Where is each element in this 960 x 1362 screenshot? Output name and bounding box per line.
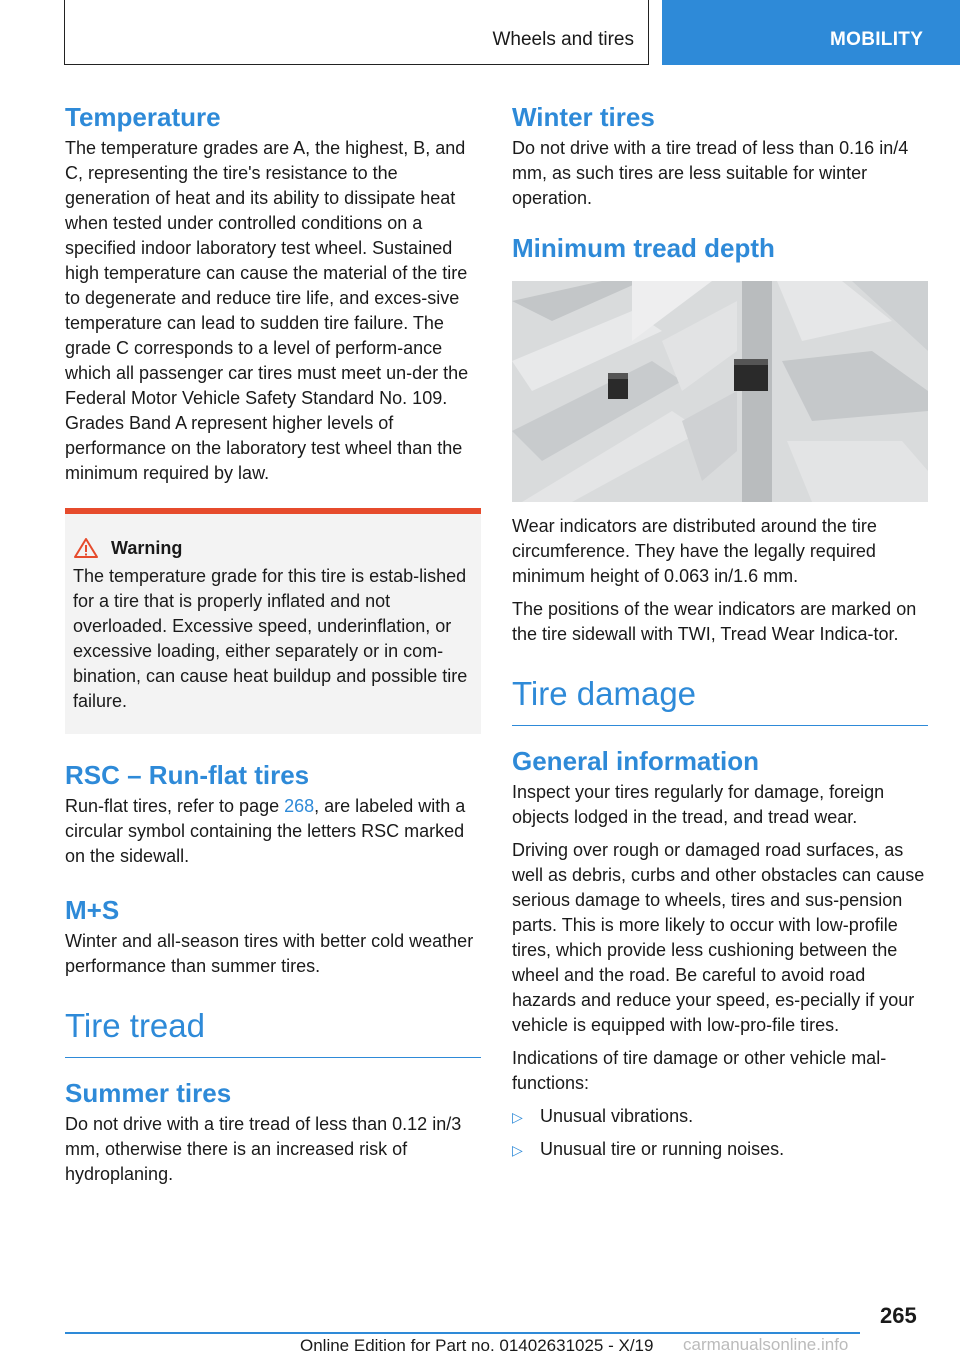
- damage-indications-list: [512, 1104, 928, 1163]
- page-link-268[interactable]: 268: [284, 796, 315, 816]
- rsc-heading: RSC – Run-flat tires: [65, 760, 310, 790]
- warning-title-row: [73, 536, 473, 560]
- rsc-body-before: Run-flat tires, refer to page: [65, 796, 285, 816]
- min-depth-p2: The positions of the wear indicators are marked on the tire sidewall with TWI, Tread Wear Indica-tor.: [512, 599, 917, 644]
- warning-title: Warning: [111, 538, 183, 558]
- header-chapter-tab: [662, 0, 960, 65]
- warning-body: The temperature grade for this tire is estab-lished for a tire that is properly inflated and not overloaded. Excessive speed, underinflation, or excessive loading, either separately or in com-bination, can cause heat buildup and possible tire failure.: [73, 566, 468, 711]
- list-item-text: Unusual vibrations.: [540, 1106, 694, 1126]
- ms-body: Winter and all-season tires with better cold weather performance than summer tires.: [65, 931, 474, 976]
- list-item: [512, 1137, 928, 1163]
- list-item: [512, 1104, 928, 1130]
- triangle-bullet-icon: ▷: [512, 1109, 523, 1125]
- page-number: 265: [880, 1303, 917, 1328]
- general-info-heading: General information: [512, 746, 760, 776]
- general-p3: Indications of tire damage or other vehicle mal-functions:: [512, 1048, 887, 1093]
- winter-body: Do not drive with a tire tread of less than 0.16 in/4 mm, as such tires are less suitable for winter operation.: [512, 138, 909, 208]
- footer-watermark: carmanualsonline.info: [683, 1335, 849, 1354]
- winter-heading: Winter tires: [512, 102, 655, 132]
- tire-damage-heading: Tire damage: [512, 673, 928, 726]
- min-depth-heading: Minimum tread depth: [512, 233, 775, 263]
- summer-body: Do not drive with a tire tread of less than 0.12 in/3 mm, otherwise there is an increased risk of hydroplaning.: [65, 1114, 462, 1184]
- warning-triangle-icon: [73, 537, 99, 559]
- rsc-body-after: , are labeled with a circular symbol containing the letters RSC marked on the sidewall.: [65, 796, 466, 866]
- triangle-bullet-icon: ▷: [512, 1142, 523, 1158]
- footer-divider: [65, 1332, 860, 1334]
- rsc-body: [65, 794, 481, 869]
- left-column: [65, 100, 481, 1187]
- footer-edition: Online Edition for Part no. 01402631025 - X/19: [300, 1336, 654, 1355]
- general-p1: Inspect your tires regularly for damage, foreign objects lodged in the tread, and tread wear.: [512, 782, 885, 827]
- list-item-text: Unusual tire or running noises.: [540, 1139, 785, 1159]
- tread-wear-indicator-image: [512, 281, 928, 502]
- general-p2: Driving over rough or damaged road surfaces, as well as debris, curbs and other obstacles can cause serious damage to wheels, tires and sus-pension parts. This is more likely to occur with low-profile tires, which provide less cushioning between the wheel and the road. Be careful to avoid road hazards and reduce your speed, es-pecially if your vehicle is equipped with low-pro-file tires.: [512, 840, 925, 1035]
- warning-box: [65, 508, 481, 734]
- summer-heading: Summer tires: [65, 1078, 232, 1108]
- temperature-heading: Temperature: [65, 102, 221, 132]
- header-chapter-title: MOBILITY: [830, 29, 924, 50]
- temperature-body: The temperature grades are A, the highest, B, and C, representing the tire's resistance to the generation of heat and its ability to dissipate heat when tested under controlled conditions on a specified indoor laboratory test wheel. Sustained high temperature can cause the material of the tire to degenerate and reduce tire life, and exces-sive temperature can lead to sudden tire failure. The grade C corresponds to a level of perform-ance which all passenger car tires must meet un-der the Federal Motor Vehicle Safety Standard No. 109. Grades Band A represent higher levels of performance on the laboratory test wheel than the minimum required by law.: [65, 138, 469, 483]
- min-depth-p1: Wear indicators are distributed around the tire circumference. They have the legally required minimum height of 0.063 in/1.6 mm.: [512, 516, 877, 586]
- right-column: [512, 100, 928, 1170]
- header-section-box: [64, 0, 649, 65]
- tire-tread-heading: Tire tread: [65, 1005, 481, 1058]
- header-section-title: Wheels and tires: [492, 29, 634, 50]
- ms-heading: M+S: [65, 895, 120, 925]
